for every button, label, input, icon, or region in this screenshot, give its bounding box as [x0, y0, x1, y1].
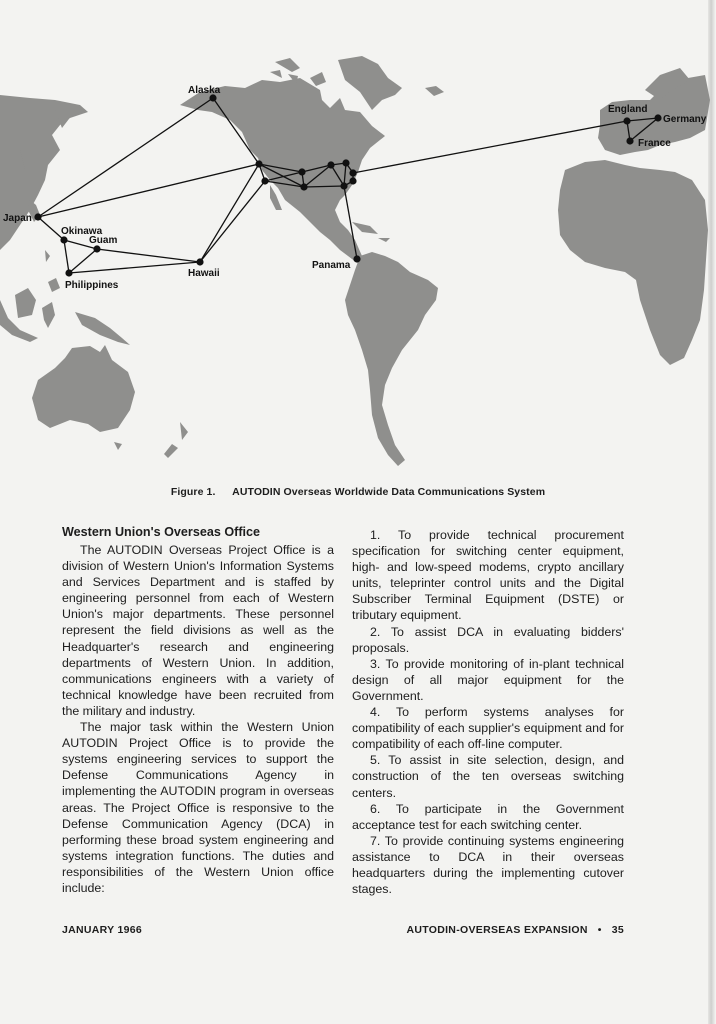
- right-column: [352, 527, 624, 897]
- label-okinawa: Okinawa: [61, 226, 103, 237]
- node-hawaii: [196, 258, 203, 265]
- link-guam-hawaii: [97, 249, 200, 262]
- land-philippine-islands: [45, 250, 60, 292]
- label-guam: Guam: [89, 235, 118, 246]
- world-network-map: [0, 0, 716, 470]
- label-germany: Germany: [663, 114, 707, 125]
- node-us-east-2: [342, 159, 349, 166]
- duty-item: 6. To participate in the Government acceptance test for each switching center.: [352, 801, 624, 832]
- link-hawaii-westcoast-1: [200, 164, 259, 262]
- duty-item: 1. To provide technical procurement specification for switching center equipment, high- and low-speed modems, crypto ancillary units, teleprinter control units and the Digital Subscriber Terminal Equipment (DSTE) or tributary equipment.: [352, 528, 624, 623]
- duty-item: 2. To assist DCA in evaluating bidders' proposals.: [352, 624, 624, 655]
- land-africa: [558, 160, 708, 365]
- link-japan-westcoast: [38, 164, 259, 217]
- label-panama: Panama: [312, 260, 351, 271]
- link-guam-philippines: [69, 249, 97, 273]
- left-column: [62, 524, 334, 896]
- land-australia: [32, 345, 135, 432]
- land-sulawesi: [42, 302, 55, 328]
- section-heading: Western Union's Overseas Office: [62, 525, 261, 539]
- label-japan: Japan: [3, 213, 32, 224]
- node-us-east-3: [349, 169, 356, 176]
- figure-title: AUTODIN Overseas Worldwide Data Communications System: [232, 486, 546, 498]
- link-philippines-hawaii: [69, 262, 200, 273]
- node-us-east-1: [327, 161, 334, 168]
- duty-item: 3. To provide monitoring of in-plant technical design of all major equipment for the Government.: [352, 656, 624, 703]
- node-us-central-2: [300, 183, 307, 190]
- node-france: [626, 137, 633, 144]
- footer-running-head: [406, 924, 624, 936]
- node-japan: [34, 213, 41, 220]
- label-hawaii: Hawaii: [188, 268, 220, 279]
- label-philippines: Philippines: [65, 280, 119, 291]
- duty-item: 5. To assist in site selection, design, and construction of the ten overseas switching centers.: [352, 753, 624, 800]
- land-south-america: [345, 252, 438, 466]
- land-new-zealand: [164, 422, 188, 458]
- paragraph: The AUTODIN Overseas Project Office is a division of Western Union's Information Systems and Services Department and is staffed by engineering personnel from each of Western Union's major departments. These personnel represent the field divisions as well as the Headquarter's research and engineering departments of Western Union. In addition, communications engineers with a variety of technical knowledge have been recruited from the military and industry.: [62, 543, 334, 718]
- land-borneo: [15, 288, 36, 318]
- land-iceland: [425, 86, 444, 96]
- label-england: England: [608, 104, 648, 115]
- figure-caption: [0, 486, 716, 498]
- land-cuba: [352, 222, 390, 242]
- label-alaska: Alaska: [188, 85, 221, 96]
- node-philippines: [65, 269, 72, 276]
- node-us-central-1: [298, 168, 305, 175]
- node-us-south: [340, 182, 347, 189]
- link-okinawa-philippines: [64, 240, 69, 273]
- footer-separator: •: [597, 924, 602, 936]
- node-us-east-4: [349, 177, 356, 184]
- duty-item: 7. To provide continuing systems engineering assistance to DCA in their overseas headquarters during the implementing cutover stages.: [352, 833, 624, 897]
- paragraph: The major task within the Western Union AUTODIN Project Office is to provide the systems engineering services to support the Defense Communications Agency in implementing the AUTODIN program in overseas areas. The Project Office is responsive to the Defense Communication Agency (DCA) in performing these broad system engineering and systems integration functions. The duties and responsibilities of the Western Union office include:: [62, 720, 334, 895]
- label-france: France: [638, 138, 671, 149]
- land-greenland: [338, 56, 402, 110]
- footer-section-title: AUTODIN-OVERSEAS EXPANSION: [406, 924, 588, 936]
- footer-date: JANUARY 1966: [62, 924, 143, 936]
- duty-item: 4. To perform systems analyses for compatibility of each supplier's equipment and for compatibility of each off-line computer.: [352, 705, 624, 752]
- node-england: [623, 117, 630, 124]
- node-guam: [93, 245, 100, 252]
- figure-number: Figure 1.: [170, 486, 216, 498]
- land-new-guinea: [75, 312, 130, 345]
- link-hawaii-westcoast-2: [200, 181, 265, 262]
- land-tasmania: [114, 442, 122, 450]
- node-okinawa: [60, 236, 67, 243]
- node-germany: [654, 114, 661, 121]
- node-us-west-2: [261, 177, 268, 184]
- node-us-west-1: [255, 160, 262, 167]
- page-number: 35: [611, 924, 624, 936]
- node-panama: [353, 255, 360, 262]
